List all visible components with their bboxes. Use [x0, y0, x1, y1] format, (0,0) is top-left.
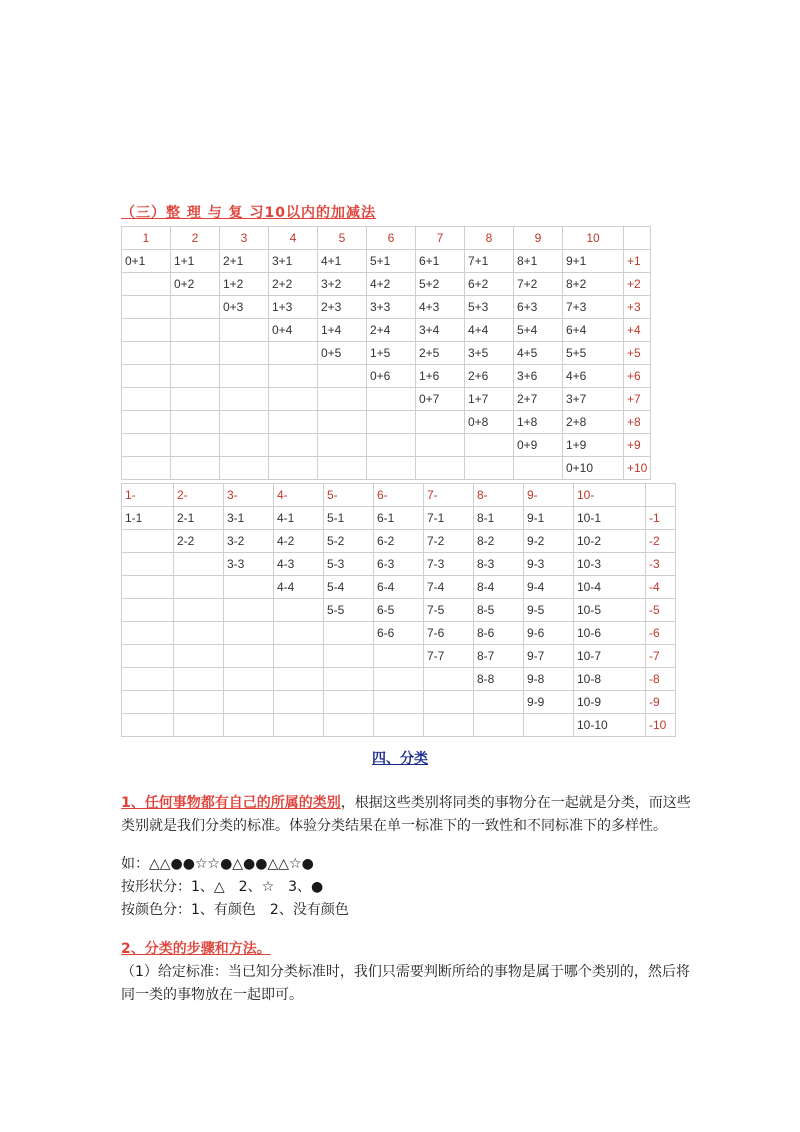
table-cell: 3-3 [224, 553, 274, 576]
table-cell: 1+8 [514, 411, 563, 434]
table-cell [318, 457, 367, 480]
table-cell: 5+3 [465, 296, 514, 319]
table-cell: 0+7 [416, 388, 465, 411]
table-header-cell: 3 [220, 227, 269, 250]
table-cell [324, 668, 374, 691]
table-cell: 10-5 [574, 599, 646, 622]
table-cell [367, 388, 416, 411]
table-cell: 9-6 [524, 622, 574, 645]
table-cell [465, 434, 514, 457]
table-header-cell: 7- [424, 484, 474, 507]
table-row [122, 599, 676, 622]
table-cell [274, 714, 324, 737]
paragraph-heading-2 [121, 938, 691, 961]
table-cell: 10-7 [574, 645, 646, 668]
by-color-line: 按颜色分：1、有颜色 2、没有颜色 [121, 902, 349, 918]
table-cell [122, 411, 171, 434]
table-cell: +1 [624, 250, 651, 273]
table-header-cell: 6 [367, 227, 416, 250]
table-cell: 7-7 [424, 645, 474, 668]
table-cell: -8 [646, 668, 676, 691]
table-header-cell: 8 [465, 227, 514, 250]
table-cell [465, 457, 514, 480]
table-cell: 5+1 [367, 250, 416, 273]
table-cell: 6-3 [374, 553, 424, 576]
table-cell [171, 296, 220, 319]
table-cell: 8+1 [514, 250, 563, 273]
table-cell: 3-1 [224, 507, 274, 530]
table-header-cell [646, 484, 676, 507]
table-cell: 4-2 [274, 530, 324, 553]
table-cell: 5-1 [324, 507, 374, 530]
table-cell [122, 296, 171, 319]
table-cell [122, 342, 171, 365]
table-cell: 8-4 [474, 576, 524, 599]
table-cell: 3+2 [318, 273, 367, 296]
table-cell [269, 388, 318, 411]
table-cell [374, 714, 424, 737]
paragraph-heading-1: 1、任何事物都有自己的所属的类别 [121, 795, 341, 811]
table-cell [220, 434, 269, 457]
table-cell [274, 645, 324, 668]
table-cell: 10-4 [574, 576, 646, 599]
table-row [122, 645, 676, 668]
table-cell: 4+6 [563, 365, 624, 388]
table-cell [224, 714, 274, 737]
table-cell [174, 714, 224, 737]
table-cell [318, 411, 367, 434]
table-cell [174, 668, 224, 691]
table-header-cell: 2- [174, 484, 224, 507]
table-cell [122, 576, 174, 599]
table-cell: 2+4 [367, 319, 416, 342]
table-cell: 1+2 [220, 273, 269, 296]
table-cell [174, 576, 224, 599]
table-cell: 3+6 [514, 365, 563, 388]
table-cell: 4+1 [318, 250, 367, 273]
table-row [122, 250, 651, 273]
table-cell: 0+9 [514, 434, 563, 457]
table-row [122, 365, 651, 388]
table-cell [220, 388, 269, 411]
table-cell: 10-6 [574, 622, 646, 645]
table-cell [122, 434, 171, 457]
table-cell: 5-3 [324, 553, 374, 576]
table-header-cell: 9 [514, 227, 563, 250]
table-cell: 7-5 [424, 599, 474, 622]
table-header-cell: 4- [274, 484, 324, 507]
table-cell: 6-2 [374, 530, 424, 553]
table-cell [122, 714, 174, 737]
table-cell [171, 411, 220, 434]
table-cell: +10 [624, 457, 651, 480]
table-cell: 10-3 [574, 553, 646, 576]
table-cell: 2-1 [174, 507, 224, 530]
table-row [122, 342, 651, 365]
table-cell: 4-3 [274, 553, 324, 576]
table-cell: 7-3 [424, 553, 474, 576]
table-cell [220, 457, 269, 480]
table-cell: 8-1 [474, 507, 524, 530]
table-cell: 2+2 [269, 273, 318, 296]
table-cell: +2 [624, 273, 651, 296]
table-cell: 7+2 [514, 273, 563, 296]
table-cell [174, 553, 224, 576]
table-cell [171, 457, 220, 480]
table-cell: 3+7 [563, 388, 624, 411]
table-cell: 2+6 [465, 365, 514, 388]
table-cell [474, 691, 524, 714]
table-cell: 10-9 [574, 691, 646, 714]
addition-table [121, 226, 651, 480]
table-header-cell: 5 [318, 227, 367, 250]
table-cell: +3 [624, 296, 651, 319]
table-cell: 0+3 [220, 296, 269, 319]
table-cell [174, 599, 224, 622]
table-cell: 4-4 [274, 576, 324, 599]
table-cell: 7-4 [424, 576, 474, 599]
table-row [122, 457, 651, 480]
table-cell [220, 319, 269, 342]
table-cell [122, 691, 174, 714]
table-cell: +8 [624, 411, 651, 434]
table-cell: 6+1 [416, 250, 465, 273]
table-cell: 9-8 [524, 668, 574, 691]
table-cell: +7 [624, 388, 651, 411]
section-title-addition-subtraction: （三）整 理 与 复 习10以内的加减法 [121, 205, 376, 221]
table-cell: 5+2 [416, 273, 465, 296]
table-row [122, 434, 651, 457]
table-cell [174, 645, 224, 668]
table-cell: 9-9 [524, 691, 574, 714]
table-row [122, 622, 676, 645]
table-cell [220, 342, 269, 365]
table-header-row [122, 484, 676, 507]
table-header-cell: 5- [324, 484, 374, 507]
table-row [122, 691, 676, 714]
table-cell [274, 668, 324, 691]
table-cell: +5 [624, 342, 651, 365]
table-cell [174, 691, 224, 714]
table-cell [324, 622, 374, 645]
table-cell [171, 365, 220, 388]
table-cell: +6 [624, 365, 651, 388]
table-cell: +4 [624, 319, 651, 342]
table-row [122, 319, 651, 342]
table-header-cell: 8- [474, 484, 524, 507]
table-cell [122, 319, 171, 342]
table-header-cell: 2 [171, 227, 220, 250]
table-cell: 10-2 [574, 530, 646, 553]
section-title-classification: 四、分类 [372, 751, 428, 767]
steps-heading: 2、分类的步骤和方法。 [121, 941, 271, 957]
table-cell: 0+1 [122, 250, 171, 273]
table-cell [424, 691, 474, 714]
table-cell [224, 691, 274, 714]
table-cell: 5+4 [514, 319, 563, 342]
table-cell [324, 691, 374, 714]
table-cell: 9-3 [524, 553, 574, 576]
table-cell [318, 365, 367, 388]
table-cell [122, 365, 171, 388]
example-line: 如：△△●●☆☆●△●●△△☆● [121, 856, 314, 872]
table-cell: 6-4 [374, 576, 424, 599]
table-cell: -10 [646, 714, 676, 737]
table-cell: 5-4 [324, 576, 374, 599]
table-cell [514, 457, 563, 480]
table-cell: 0+6 [367, 365, 416, 388]
table-cell [122, 599, 174, 622]
table-cell: 5-5 [324, 599, 374, 622]
table-cell: 0+10 [563, 457, 624, 480]
table-cell [318, 388, 367, 411]
table-cell: -2 [646, 530, 676, 553]
table-cell [416, 434, 465, 457]
table-cell: +9 [624, 434, 651, 457]
paragraph-classification-intro [121, 792, 691, 838]
table-cell: 2+7 [514, 388, 563, 411]
paragraph-body-1: ，根据这些类别将同类的事物分在一起就是分类，而这些类别就是我们分类的标准。体验分类结果在单一标准下的一致性和不同标准下的多样性。 [121, 795, 691, 834]
table-cell: 3+5 [465, 342, 514, 365]
table-cell [367, 411, 416, 434]
table-cell: 3-2 [224, 530, 274, 553]
table-cell: 1-1 [122, 507, 174, 530]
table-cell: 0+4 [269, 319, 318, 342]
table-cell: -9 [646, 691, 676, 714]
table-cell [171, 388, 220, 411]
table-cell [122, 457, 171, 480]
table-row [122, 553, 676, 576]
table-cell: 8-7 [474, 645, 524, 668]
table-cell [224, 622, 274, 645]
table-cell: 6-6 [374, 622, 424, 645]
table-row [122, 530, 676, 553]
table-row [122, 507, 676, 530]
table-cell: 1+9 [563, 434, 624, 457]
table-header-cell: 1- [122, 484, 174, 507]
table-cell: 0+2 [171, 273, 220, 296]
table-cell: 8-6 [474, 622, 524, 645]
table-header-cell: 6- [374, 484, 424, 507]
table-cell [367, 457, 416, 480]
table-cell: 8-3 [474, 553, 524, 576]
table-cell: -7 [646, 645, 676, 668]
table-header-cell: 7 [416, 227, 465, 250]
table-cell: -6 [646, 622, 676, 645]
table-cell: 5-2 [324, 530, 374, 553]
table-cell: 4+3 [416, 296, 465, 319]
subtraction-table [121, 483, 676, 737]
table-cell: 10-10 [574, 714, 646, 737]
table-cell: 5+5 [563, 342, 624, 365]
table-header-cell: 4 [269, 227, 318, 250]
table-cell: 0+5 [318, 342, 367, 365]
table-cell [171, 319, 220, 342]
table-cell: 6-5 [374, 599, 424, 622]
table-cell [269, 365, 318, 388]
table-cell: 4+4 [465, 319, 514, 342]
table-cell [122, 553, 174, 576]
table-cell: 2+8 [563, 411, 624, 434]
table-cell [122, 273, 171, 296]
table-cell [374, 645, 424, 668]
table-cell: 4+5 [514, 342, 563, 365]
table-cell [224, 645, 274, 668]
table-cell: 1+5 [367, 342, 416, 365]
table-cell [269, 342, 318, 365]
table-cell: 9-1 [524, 507, 574, 530]
table-cell [274, 691, 324, 714]
table-cell [324, 714, 374, 737]
table-cell: 1+6 [416, 365, 465, 388]
table-cell: 0+8 [465, 411, 514, 434]
table-cell [274, 599, 324, 622]
by-shape-line: 按形状分：1、△ 2、☆ 3、● [121, 879, 324, 895]
table-cell: 7-2 [424, 530, 474, 553]
table-cell [424, 714, 474, 737]
table-cell [224, 668, 274, 691]
table-row [122, 714, 676, 737]
table-cell: 2+5 [416, 342, 465, 365]
paragraph-body-2: （1）给定标准：当已知分类标准时，我们只需要判断所给的事物是属于哪个类别的，然后将同一类的事物放在一起即可。 [121, 964, 690, 1003]
table-cell: 9-2 [524, 530, 574, 553]
table-cell: 7+3 [563, 296, 624, 319]
table-cell: 2-2 [174, 530, 224, 553]
table-header-cell: 10- [574, 484, 646, 507]
table-cell [122, 388, 171, 411]
table-header-cell: 3- [224, 484, 274, 507]
table-cell: 4-1 [274, 507, 324, 530]
table-cell: 6+4 [563, 319, 624, 342]
table-row [122, 668, 676, 691]
table-header-cell: 10 [563, 227, 624, 250]
table-cell: -3 [646, 553, 676, 576]
table-cell: 2+3 [318, 296, 367, 319]
table-cell [171, 342, 220, 365]
table-cell [224, 599, 274, 622]
table-cell: 9-5 [524, 599, 574, 622]
table-cell [416, 411, 465, 434]
table-cell: 9-4 [524, 576, 574, 599]
table-cell: -1 [646, 507, 676, 530]
table-cell: 7-1 [424, 507, 474, 530]
table-cell [374, 668, 424, 691]
table-cell: 6-1 [374, 507, 424, 530]
table-cell [224, 576, 274, 599]
table-header-cell: 1 [122, 227, 171, 250]
table-header-row [122, 227, 651, 250]
table-cell: 2+1 [220, 250, 269, 273]
table-cell: 8-2 [474, 530, 524, 553]
table-cell: 10-8 [574, 668, 646, 691]
table-row [122, 273, 651, 296]
table-cell: 9+1 [563, 250, 624, 273]
table-cell [122, 622, 174, 645]
table-cell: 7-6 [424, 622, 474, 645]
table-cell: 6+2 [465, 273, 514, 296]
table-cell: 1+4 [318, 319, 367, 342]
table-cell: 10-1 [574, 507, 646, 530]
table-cell: -4 [646, 576, 676, 599]
table-cell [324, 645, 374, 668]
table-cell: 3+4 [416, 319, 465, 342]
table-cell: 3+3 [367, 296, 416, 319]
table-row [122, 576, 676, 599]
table-cell [220, 411, 269, 434]
table-cell: 1+3 [269, 296, 318, 319]
table-cell [171, 434, 220, 457]
table-row [122, 411, 651, 434]
table-cell: 1+1 [171, 250, 220, 273]
table-row [122, 388, 651, 411]
table-cell [122, 668, 174, 691]
table-cell [374, 691, 424, 714]
table-cell: 4+2 [367, 273, 416, 296]
table-cell: 3+1 [269, 250, 318, 273]
table-cell [474, 714, 524, 737]
table-cell [269, 457, 318, 480]
table-cell [318, 434, 367, 457]
table-cell [122, 530, 174, 553]
table-cell [220, 365, 269, 388]
table-cell: 9-7 [524, 645, 574, 668]
table-row [122, 296, 651, 319]
table-cell [524, 714, 574, 737]
table-cell: 8-8 [474, 668, 524, 691]
table-cell: 6+3 [514, 296, 563, 319]
table-cell: 8+2 [563, 273, 624, 296]
table-cell: 7+1 [465, 250, 514, 273]
table-cell [269, 411, 318, 434]
table-cell [269, 434, 318, 457]
table-cell: 1+7 [465, 388, 514, 411]
table-cell [274, 622, 324, 645]
table-cell [174, 622, 224, 645]
table-cell [424, 668, 474, 691]
table-cell [416, 457, 465, 480]
table-cell [367, 434, 416, 457]
table-cell: 8-5 [474, 599, 524, 622]
table-header-cell [624, 227, 651, 250]
table-header-cell: 9- [524, 484, 574, 507]
table-cell: -5 [646, 599, 676, 622]
table-cell [122, 645, 174, 668]
